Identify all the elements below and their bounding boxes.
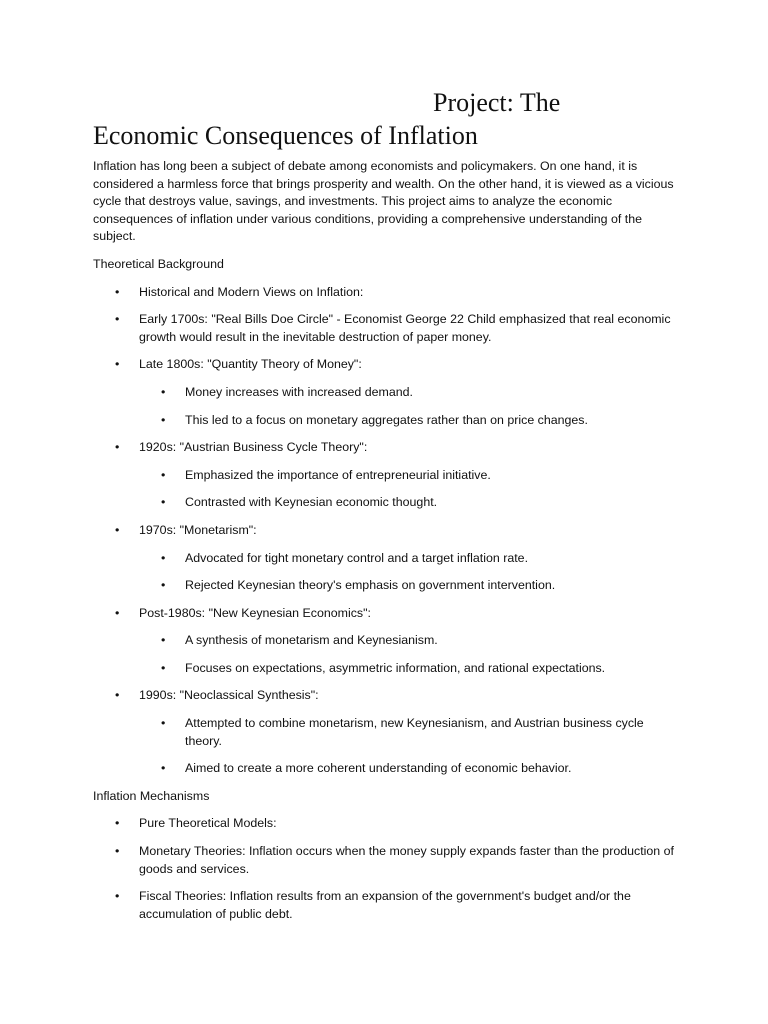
bullet-icon: • [161,761,166,776]
list-item-text: Post-1980s: "New Keynesian Economics": [139,605,371,620]
list-item [93,356,683,429]
list-item [93,843,683,878]
list-item [93,284,683,302]
sub-list-item [139,660,683,678]
sub-list-item [139,467,683,485]
bullet-icon: • [161,384,166,399]
sub-list-item-text: Advocated for tight monetary control and a target inflation rate. [185,550,529,565]
sub-list-item-text: Emphasized the importance of entrepreneurial initiative. [185,467,491,482]
bullet-list [93,815,683,923]
bullet-icon: • [161,660,166,675]
bullet-list [93,284,683,778]
bullet-icon: • [161,495,166,510]
intro-paragraph: Inflation has long been a subject of debate among economists and policymakers. On one hand, it is considered a harmless force that brings prosperity and wealth. On the other hand, it is viewed as a vicious cycle that destroys value, savings, and investments. This project aims to analyze the economic consequences of inflation under various conditions, providing a comprehensive understanding of the subject. [93,159,674,244]
bullet-icon: • [161,467,166,482]
sub-bullet-list [139,550,683,595]
document-sections [93,256,683,923]
sub-list-item-text: Money increases with increased demand. [185,384,413,399]
bullet-icon: • [115,522,120,537]
bullet-icon: • [161,412,166,427]
sub-list-item [139,384,683,402]
bullet-icon: • [115,688,120,703]
sub-bullet-list [139,632,683,677]
sub-list-item-text: Contrasted with Keynesian economic thought. [185,495,438,510]
sub-bullet-list [139,467,683,512]
section-heading: Theoretical Background [93,256,224,271]
list-item-text: Pure Theoretical Models: [139,816,277,831]
sub-list-item [139,632,683,650]
sub-bullet-list [139,715,683,778]
bullet-icon: • [161,716,166,731]
sub-list-item-text: Attempted to combine monetarism, new Keynesianism, and Austrian business cycle theory. [185,716,644,748]
sub-list-item-text: Focuses on expectations, asymmetric information, and rational expectations. [185,660,606,675]
bullet-icon: • [115,844,120,859]
sub-bullet-list [139,384,683,429]
list-item [93,439,683,512]
sub-list-item [139,577,683,595]
list-item [93,311,683,346]
list-item-text: Historical and Modern Views on Inflation: [139,284,364,299]
bullet-icon: • [115,312,120,327]
list-item-text: 1970s: "Monetarism": [139,522,257,537]
bullet-icon: • [115,440,120,455]
sub-list-item-text: This led to a focus on monetary aggregates rather than on price changes. [185,412,588,427]
bullet-icon: • [115,357,120,372]
list-item-text: Monetary Theories: Inflation occurs when the money supply expands faster than the production of goods and services. [139,844,674,876]
list-item-text: Fiscal Theories: Inflation results from an expansion of the government's budget and/or the accumulation of public debt. [139,889,631,921]
sub-list-item [139,550,683,568]
sub-list-item [139,494,683,512]
list-item [93,888,683,923]
sub-list-item-text: A synthesis of monetarism and Keynesianism. [185,633,438,648]
bullet-icon: • [161,550,166,565]
bullet-icon: • [115,284,120,299]
list-item-text: Late 1800s: "Quantity Theory of Money": [139,357,362,372]
bullet-icon: • [115,816,120,831]
bullet-icon: • [115,889,120,904]
document-page [93,86,683,933]
list-item [93,522,683,595]
bullet-icon: • [115,605,120,620]
document-title-line-1: Project: The [433,88,561,117]
bullet-icon: • [161,578,166,593]
section-heading: Inflation Mechanisms [93,788,210,803]
list-item-text: Early 1700s: "Real Bills Doe Circle" - Economist George 22 Child emphasized that real economic growth would result in the inevitable destruction of paper money. [139,312,671,344]
list-item-text: 1990s: "Neoclassical Synthesis": [139,688,319,703]
list-item [93,815,683,833]
sub-list-item [139,760,683,778]
sub-list-item-text: Aimed to create a more coherent understanding of economic behavior. [185,761,572,776]
sub-list-item [139,715,683,750]
document-title-line-2: Economic Consequences of Inflation [93,121,478,150]
list-item [93,605,683,678]
sub-list-item-text: Rejected Keynesian theory's emphasis on government intervention. [185,578,556,593]
list-item-text: 1920s: "Austrian Business Cycle Theory": [139,440,368,455]
sub-list-item [139,412,683,430]
list-item [93,687,683,777]
bullet-icon: • [161,633,166,648]
document-title [93,86,683,152]
